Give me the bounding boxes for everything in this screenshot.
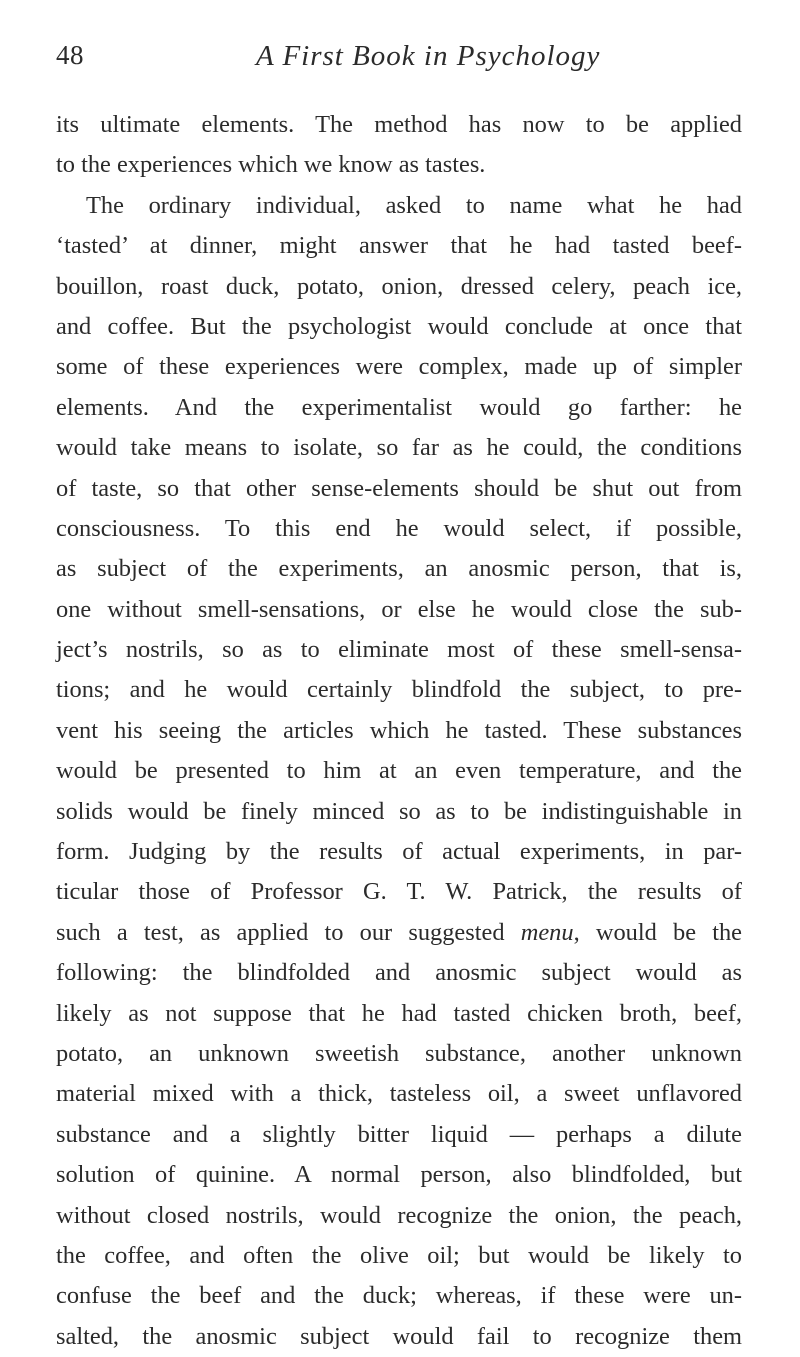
text-line-with-italic bbox=[56, 913, 742, 953]
text-line: solids would be finely minced so as to be indistinguishable in bbox=[56, 797, 742, 825]
text-line: ‘tasted’ at dinner, might answer that he had tasted beef- bbox=[56, 232, 742, 260]
text-line: The ordinary individual, asked to name what he had bbox=[86, 191, 742, 219]
italic-word: menu bbox=[520, 918, 574, 946]
text-line: vent his seeing the articles which he tasted. These substances bbox=[56, 716, 742, 744]
text-line: form. Judging by the results of actual experiments, in par- bbox=[56, 838, 742, 866]
text-line: consciousness. To this end he would select, if possible, bbox=[56, 514, 742, 542]
text-line: solution of quinine. A normal person, also blindfolded, but bbox=[56, 1161, 742, 1189]
text-line: likely as not suppose that he had tasted chicken broth, beef, bbox=[56, 999, 742, 1027]
text-line: to the experiences which we know as tastes. bbox=[56, 151, 486, 179]
text-line: following: the blindfolded and anosmic subject would as bbox=[56, 959, 742, 987]
text-line: salted, the anosmic subject would fail to recognize them bbox=[56, 1322, 742, 1350]
text-line: the coffee, and often the olive oil; but would be likely to bbox=[56, 1241, 742, 1269]
page-number: 48 bbox=[56, 40, 84, 70]
text-line: without closed nostrils, would recognize the onion, the peach, bbox=[56, 1201, 742, 1229]
text-line: and coffee. But the psychologist would conclude at once that bbox=[56, 312, 742, 340]
text-segment: such a test, as applied to our suggested bbox=[56, 918, 521, 946]
text-line: potato, an unknown sweetish substance, another unknown bbox=[56, 1039, 742, 1067]
text-line: ticular those of Professor G. T. W. Patrick, the results of bbox=[56, 878, 742, 906]
text-line: one without smell-sensations, or else he would close the sub- bbox=[56, 595, 742, 623]
text-line: as subject of the experiments, an anosmic person, that is, bbox=[56, 555, 742, 583]
text-line: bouillon, roast duck, potato, onion, dressed celery, peach ice, bbox=[56, 272, 742, 300]
text-line: tions; and he would certainly blindfold the subject, to pre- bbox=[56, 676, 742, 704]
text-segment: , would be the bbox=[573, 918, 742, 946]
text-line: some of these experiences were complex, made up of simpler bbox=[56, 353, 742, 381]
page-header bbox=[56, 40, 742, 80]
text-line: elements. And the experimentalist would go farther: he bbox=[56, 393, 742, 421]
text-line: material mixed with a thick, tasteless oil, a sweet unflavored bbox=[56, 1080, 742, 1108]
text-line: ject’s nostrils, so as to eliminate most of these smell-sensa- bbox=[56, 636, 742, 664]
text-line: of taste, so that other sense-elements should be shut out from bbox=[56, 474, 742, 502]
running-title: A First Book in Psychology bbox=[256, 40, 601, 72]
text-line: would take means to isolate, so far as he could, the conditions bbox=[56, 434, 742, 462]
text-line: substance and a slightly bitter liquid — perhaps a dilute bbox=[56, 1120, 742, 1148]
text-line: confuse the beef and the duck; whereas, if these were un- bbox=[56, 1282, 742, 1310]
body-text bbox=[56, 105, 742, 1357]
text-line: its ultimate elements. The method has now to be applied bbox=[56, 111, 742, 138]
text-line: would be presented to him at an even temperature, and the bbox=[56, 757, 742, 785]
